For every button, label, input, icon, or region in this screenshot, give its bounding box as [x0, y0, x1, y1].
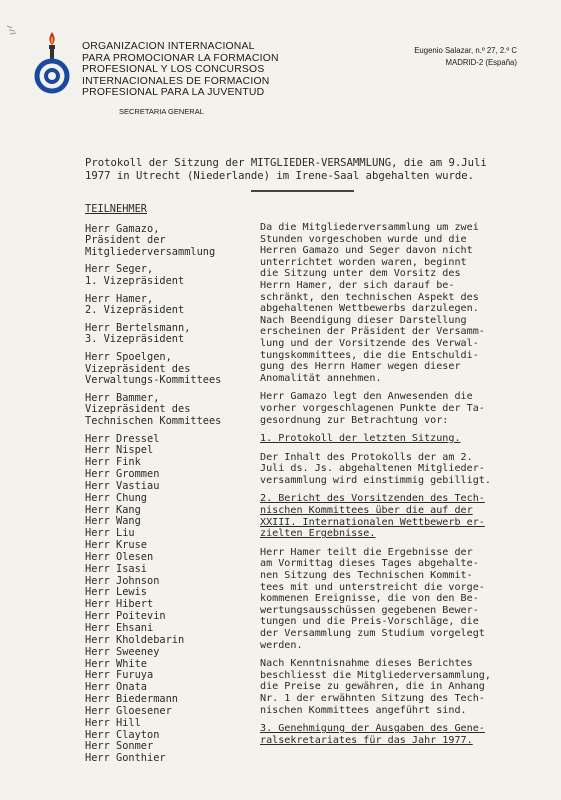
member-name: Herr Vastiau [85, 479, 160, 492]
text-line: ralsekretariates für das Jahr 1977. [260, 734, 473, 746]
agenda-item-1 [260, 433, 530, 445]
officers-list [85, 224, 255, 428]
text-line: Herren Gamazo und Seger davon nicht [260, 245, 473, 257]
member-name: Herr Sonmer [85, 740, 154, 753]
member-name: Herr Kruse [85, 539, 147, 552]
officer-line: Herr Bertelsmann, [85, 321, 191, 334]
text-line: gung des Herrn Hamer wegen dieser [260, 361, 461, 373]
agenda-item-2 [260, 493, 530, 539]
officer-line: Mitgliederversammlung [85, 245, 216, 258]
text-line: wertungsausschüssen gegebenen Bewer- [260, 604, 479, 616]
member-name: Herr Kang [85, 503, 141, 516]
text-line: zielten Ergebnisse. [260, 528, 376, 540]
text-line: tees mit und unterstreicht die vorge- [260, 581, 485, 593]
text-line: 1. Protokoll der letzten Sitzung. [260, 433, 461, 445]
text-line: am Vormittag dieses Tages abgehalte- [260, 558, 479, 570]
text-line: die Preise zu gewähren, die in Anhang [260, 681, 485, 693]
member-name: Herr Johnson [85, 574, 160, 587]
officer-entry [85, 264, 255, 287]
paragraph-item-2-decision [260, 658, 530, 716]
text-line: Anomalität annehmen. [260, 372, 382, 384]
officer-line: Herr Gamazo, [85, 222, 160, 235]
member-name: Herr Lewis [85, 586, 147, 599]
text-line: Nach Kenntnisnahme dieses Berichtes [260, 658, 473, 670]
text-line: tungskommittees, die die Entschuldi- [260, 349, 479, 361]
officer-entry [85, 323, 255, 346]
officer-line: Vizepräsident des [85, 362, 191, 375]
text-line: der Versammlung zum Studium vorgelegt [260, 628, 485, 639]
member-name: Herr Hill [85, 716, 141, 729]
officer-line: 1. Vizepräsident [85, 274, 185, 287]
text-line: Herr Hamer teilt die Ergebnisse der [260, 546, 473, 558]
member-name: Herr Wang [85, 515, 141, 528]
member-name: Herr Onata [85, 681, 147, 694]
officer-line: Herr Bammer, [85, 391, 160, 404]
agenda-item-3 [260, 723, 530, 746]
officer-line: 2. Vizepräsident [85, 304, 185, 317]
member-name: Herr Gloesener [85, 704, 172, 717]
text-line: erscheinen der Präsident der Versamm- [260, 326, 485, 338]
text-line: beschliesst die Mitgliederversammlung, [260, 669, 491, 681]
text-line: unterrichtet worden waren, beginnt [260, 256, 467, 268]
text-line: XXIII. Internationalen Wettbewerb er- [260, 516, 485, 528]
handwritten-mark [6, 24, 22, 36]
officer-line: Technischen Kommittees [85, 414, 222, 427]
member-name: Herr Ehsani [85, 622, 154, 634]
members-list [85, 434, 255, 766]
member-name: Herr Gonthier [85, 752, 166, 765]
text-line: gesordnung zur Betrachtung vor: [260, 414, 449, 426]
officer-line: Herr Seger, [85, 263, 154, 276]
text-line: nischen Kommittees über die auf der [260, 505, 473, 517]
member-name: Herr Nispel [85, 444, 154, 457]
text-line: kommenen Ereignisse, die von den Be- [260, 593, 479, 605]
secretaria-label: SECRETARIA GENERAL [119, 107, 204, 116]
document-title: Protokoll der Sitzung der MITGLIEDER-VERSAMMLUNG, die am 9.Juli 1977 in Utrecht (Niederlande) im Irene-Saal abgehalten wurde. [85, 157, 525, 196]
text-line: Da die Mitgliederversammlung um zwei [260, 222, 479, 233]
member-name: Herr Poitevin [85, 610, 166, 623]
member-name: Herr Isasi [85, 562, 147, 575]
text-line: nen Sitzung des Technischen Kommit- [260, 570, 473, 582]
text-line: Stunden vorgeschoben wurde und die [260, 233, 467, 245]
paragraph-item-2-report [260, 547, 530, 651]
text-line: abgehaltenen Wettbewerbs darzulegen. [260, 303, 479, 315]
member-name: Herr Dressel [85, 432, 160, 445]
member-name: Herr Fink [85, 456, 141, 469]
text-line: Juli ds. Js. abgehaltenen Mitglieder- [260, 463, 485, 475]
member-name: Herr Chung [85, 491, 147, 504]
text-line: versammlung wird einstimmig gebilligt. [260, 474, 491, 486]
participants-column [85, 204, 255, 765]
officer-line: Herr Hamer, [85, 292, 154, 305]
text-line: Herrn Hamer, der sich darauf be- [260, 279, 455, 291]
paragraph-item-1 [260, 452, 530, 487]
member-name: Herr Clayton [85, 728, 160, 741]
text-line: die Sitzung unter dem Vorsitz des [260, 268, 461, 280]
officer-line: Vizepräsident des [85, 403, 191, 416]
member-name: Herr Grommen [85, 468, 160, 481]
text-line: werden. [260, 639, 303, 651]
text-line: lung und der Vorsitzende des Verwal- [260, 337, 479, 349]
organization-logo [32, 30, 74, 100]
officer-entry [85, 224, 255, 259]
text-line: tungen und die Preis-Vorschläge, die [260, 616, 479, 628]
member-name: Herr White [85, 657, 147, 670]
text-line: vorher vorgeschlagenen Punkte der Ta- [260, 402, 485, 414]
member-name: Herr Liu [85, 527, 135, 540]
minutes-body [260, 222, 530, 753]
text-line: nischen Kommittees angeführt sind. [260, 704, 467, 716]
text-line: schränkt, den technischen Aspekt des [260, 291, 479, 303]
officer-entry [85, 352, 255, 387]
member-name: Herr Olesen [85, 550, 154, 563]
paragraph-intro [260, 222, 530, 384]
text-line: 3. Genehmigung der Ausgaben des Gene- [260, 723, 485, 735]
address-city: MADRID-2 (España) [445, 58, 517, 67]
officer-line: Verwaltungs-Kommittees [85, 374, 222, 387]
address-block [414, 45, 517, 69]
member-name: Herr Kholdebarin [85, 633, 185, 646]
address-street: Eugenio Salazar, n.º 27, 2.º C [414, 46, 517, 55]
member-name: Herr Biedermann [85, 693, 178, 706]
text-line: Nr. 1 der erwähnten Sitzung des Tech- [260, 692, 485, 704]
paragraph-agenda [260, 391, 530, 426]
member-name: Herr Furuya [85, 669, 154, 682]
text-line: Herr Gamazo legt den Anwesenden die [260, 391, 473, 403]
title-double-underline [251, 184, 354, 192]
organization-name: ORGANIZACION INTERNACIONAL PARA PROMOCIONAR LA FORMACION PROFESIONAL Y LOS CONCURSOS INTERNACIONALES DE FORMACION PROFESIONAL PARA LA JUVENTUD [82, 41, 279, 99]
officer-entry [85, 294, 255, 317]
participants-heading: TEILNEHMER [85, 203, 147, 215]
text-line: Der Inhalt des Protokolls der am 2. [260, 451, 473, 463]
member-name: Herr Hibert [85, 598, 154, 611]
officer-line: 3. Vizepräsident [85, 333, 185, 346]
text-line: Nach Beendigung dieser Darstellung [260, 314, 467, 326]
member-name: Herr Sweeney [85, 645, 160, 658]
officer-entry [85, 393, 255, 428]
officer-line: Herr Spoelgen, [85, 350, 172, 363]
text-line: 2. Bericht des Vorsitzenden des Tech- [260, 493, 485, 505]
officer-line: Präsident der [85, 234, 166, 247]
